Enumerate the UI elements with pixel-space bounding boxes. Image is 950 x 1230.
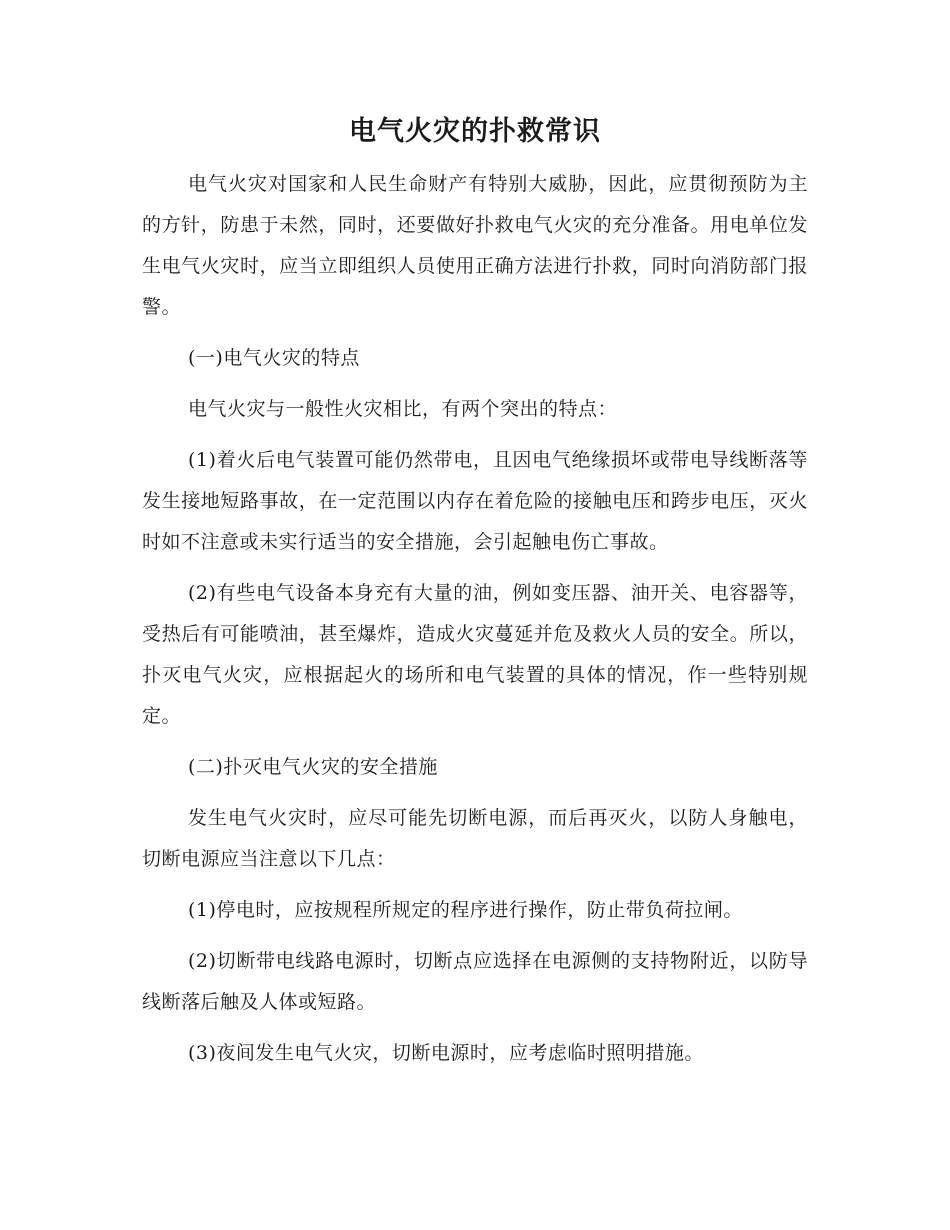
section-heading-characteristics: (一)电气火灾的特点 [188, 347, 360, 369]
document-title: 电气火灾的扑救常识 [349, 116, 601, 147]
paragraph-characteristics-lead: 电气火灾与一般性火灾相比，有两个突出的特点： [188, 398, 618, 420]
paragraph-characteristic-1: (1)着火后电气装置可能仍然带电，且因电气绝缘损坏或带电导线断落等发生接地短路事故，在一定范围以内存在着危险的接触电压和跨步电压，灭火时如不注意或未实行适当的安全措施，会引起触电伤亡事故。 [142, 449, 808, 553]
section-heading-safety-measures: (二)扑灭电气火灾的安全措施 [188, 756, 438, 778]
paragraph-safety-3: (3)夜间发生电气火灾，切断电源时，应考虑临时照明措施。 [188, 1042, 704, 1064]
paragraph-safety-1: (1)停电时，应按规程所规定的程序进行操作，防止带负荷拉闸。 [188, 899, 743, 921]
document-body [142, 164, 808, 1084]
paragraph-safety-2: (2)切断带电线路电源时，切断点应选择在电源侧的支持物附近，以防导线断落后触及人体或短路。 [142, 950, 808, 1013]
paragraph-safety-lead: 发生电气火灾时，应尽可能先切断电源，而后再灭火，以防人身触电，切断电源应当注意以下几点： [142, 807, 808, 870]
paragraph-characteristic-2: (2)有些电气设备本身充有大量的油，例如变压器、油开关、电容器等，受热后有可能喷油，甚至爆炸，造成火灾蔓延并危及救火人员的安全。所以，扑灭电气火灾，应根据起火的场所和电气装置的具体的情况，作一些特别规定。 [142, 582, 808, 727]
paragraph-intro: 电气火灾对国家和人民生命财产有特别大威胁，因此，应贯彻预防为主的方针，防患于未然，同时，还要做好扑救电气火灾的充分准备。用电单位发生电气火灾时，应当立即组织人员使用正确方法进行扑救，同时向消防部门报警。 [142, 173, 808, 318]
